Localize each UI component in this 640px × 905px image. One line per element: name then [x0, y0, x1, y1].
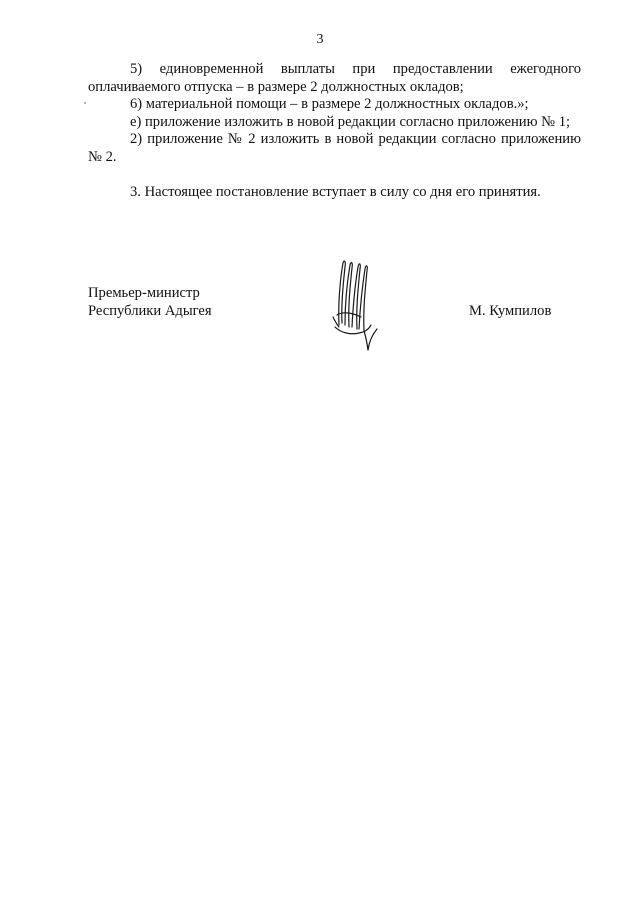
handwritten-signature	[325, 255, 385, 355]
document-body	[88, 61, 581, 202]
scan-speck	[84, 102, 86, 104]
paragraph-item-2: 2) приложение № 2 изложить в новой редакции согласно приложению № 2.	[88, 131, 581, 165]
paragraph-item-5: 5) единовременной выплаты при предоставлении ежегодного оплачиваемого отпуска – в размере 2 должностных окладов;	[88, 61, 581, 95]
page-number: 3	[316, 32, 324, 47]
paragraph-subitem-e: е) приложение изложить в новой редакции согласно приложению № 1;	[130, 113, 571, 130]
signer-name: М. Кумпилов	[469, 303, 552, 319]
signer-position-line1: Премьер-министр	[88, 285, 200, 301]
paragraph-item-6: 6) материальной помощи – в размере 2 должностных окладов.»;	[130, 96, 529, 113]
signer-position-line2: Республики Адыгея	[88, 302, 212, 319]
closing-paragraph: 3. Настоящее постановление вступает в силу со дня его принятия.	[130, 184, 541, 201]
signer-position	[88, 285, 212, 320]
